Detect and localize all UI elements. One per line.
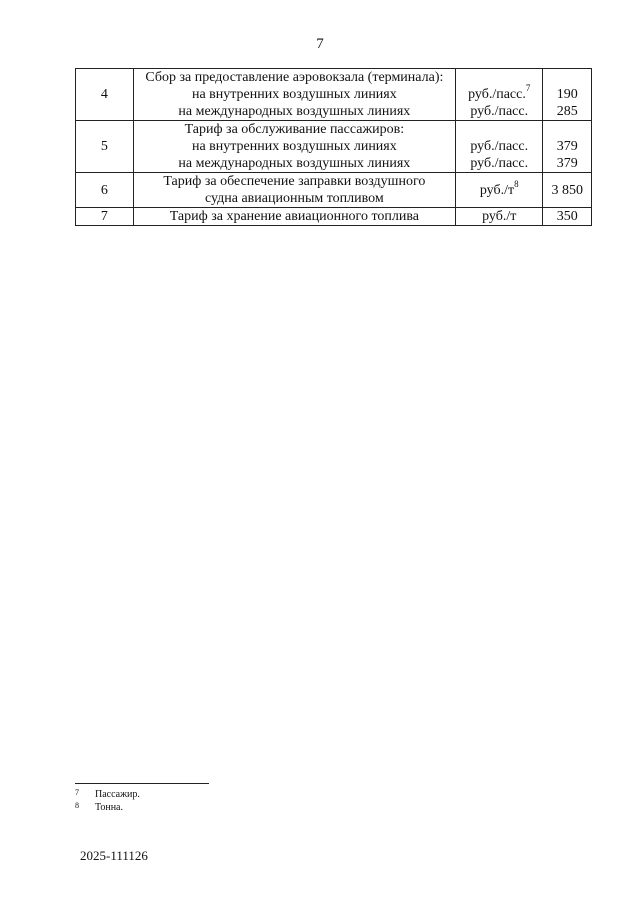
document-code: 2025-111126: [80, 848, 148, 863]
row-value: [543, 69, 592, 121]
table-row: [76, 69, 592, 121]
table-row: [76, 121, 592, 173]
row-unit: [456, 121, 543, 173]
footnote-divider: [75, 783, 209, 784]
row-unit: [456, 208, 543, 226]
description-line: Тариф за хранение авиационного топлива: [169, 209, 419, 224]
unit-text: руб./пасс.: [470, 104, 529, 119]
description-line: Тариф за обеспечение заправки воздушного: [163, 174, 426, 189]
row-value: [543, 173, 592, 208]
row-description: [133, 208, 455, 226]
table-row: [76, 208, 592, 226]
description-line: на внутренних воздушных линиях: [191, 139, 397, 154]
footnote-ref: 8: [514, 178, 519, 189]
row-number: 6: [76, 173, 134, 208]
description-line: Тариф за обслуживание пассажиров:: [184, 122, 405, 137]
footnote-item: [75, 801, 375, 814]
description-line: на внутренних воздушных линиях: [191, 87, 397, 102]
description-line: Сбор за предоставление аэровокзала (терминала):: [145, 70, 444, 85]
value-text: 3 850: [551, 182, 583, 198]
footnotes: [75, 783, 375, 814]
footnote-text: Пассажир.: [95, 789, 140, 800]
footnote-item: [75, 788, 375, 801]
row-unit: [456, 69, 543, 121]
value-text: 190: [556, 87, 578, 102]
value-text: 379: [556, 156, 578, 171]
row-unit: [456, 173, 543, 208]
footnote-text: Тонна.: [95, 802, 123, 813]
footnote-mark: 7: [75, 788, 79, 797]
unit-text: руб./пасс.: [470, 156, 529, 171]
unit-text: руб./пасс.: [470, 139, 529, 154]
description-line: судна авиационным топливом: [204, 191, 384, 206]
row-description: [133, 173, 455, 208]
table-row: [76, 173, 592, 208]
value-text: 350: [556, 209, 578, 224]
unit-text: руб./т: [482, 209, 517, 224]
footnote-mark: 8: [75, 801, 79, 810]
footnote-ref: 7: [525, 83, 531, 94]
row-description: [133, 121, 455, 173]
row-number: 4: [76, 69, 134, 121]
row-value: [543, 121, 592, 173]
page-number: 7: [316, 36, 324, 52]
unit-text: руб./т: [479, 182, 515, 198]
description-line: на международных воздушных линиях: [178, 156, 411, 171]
value-text: 285: [556, 104, 578, 119]
description-line: на международных воздушных линиях: [178, 104, 411, 119]
row-value: [543, 208, 592, 226]
row-number: 7: [76, 208, 134, 226]
row-number: 5: [76, 121, 134, 173]
row-description: [133, 69, 455, 121]
tariff-table: [75, 68, 592, 226]
value-text: 379: [556, 139, 578, 154]
unit-text: руб./пасс.: [468, 87, 526, 102]
